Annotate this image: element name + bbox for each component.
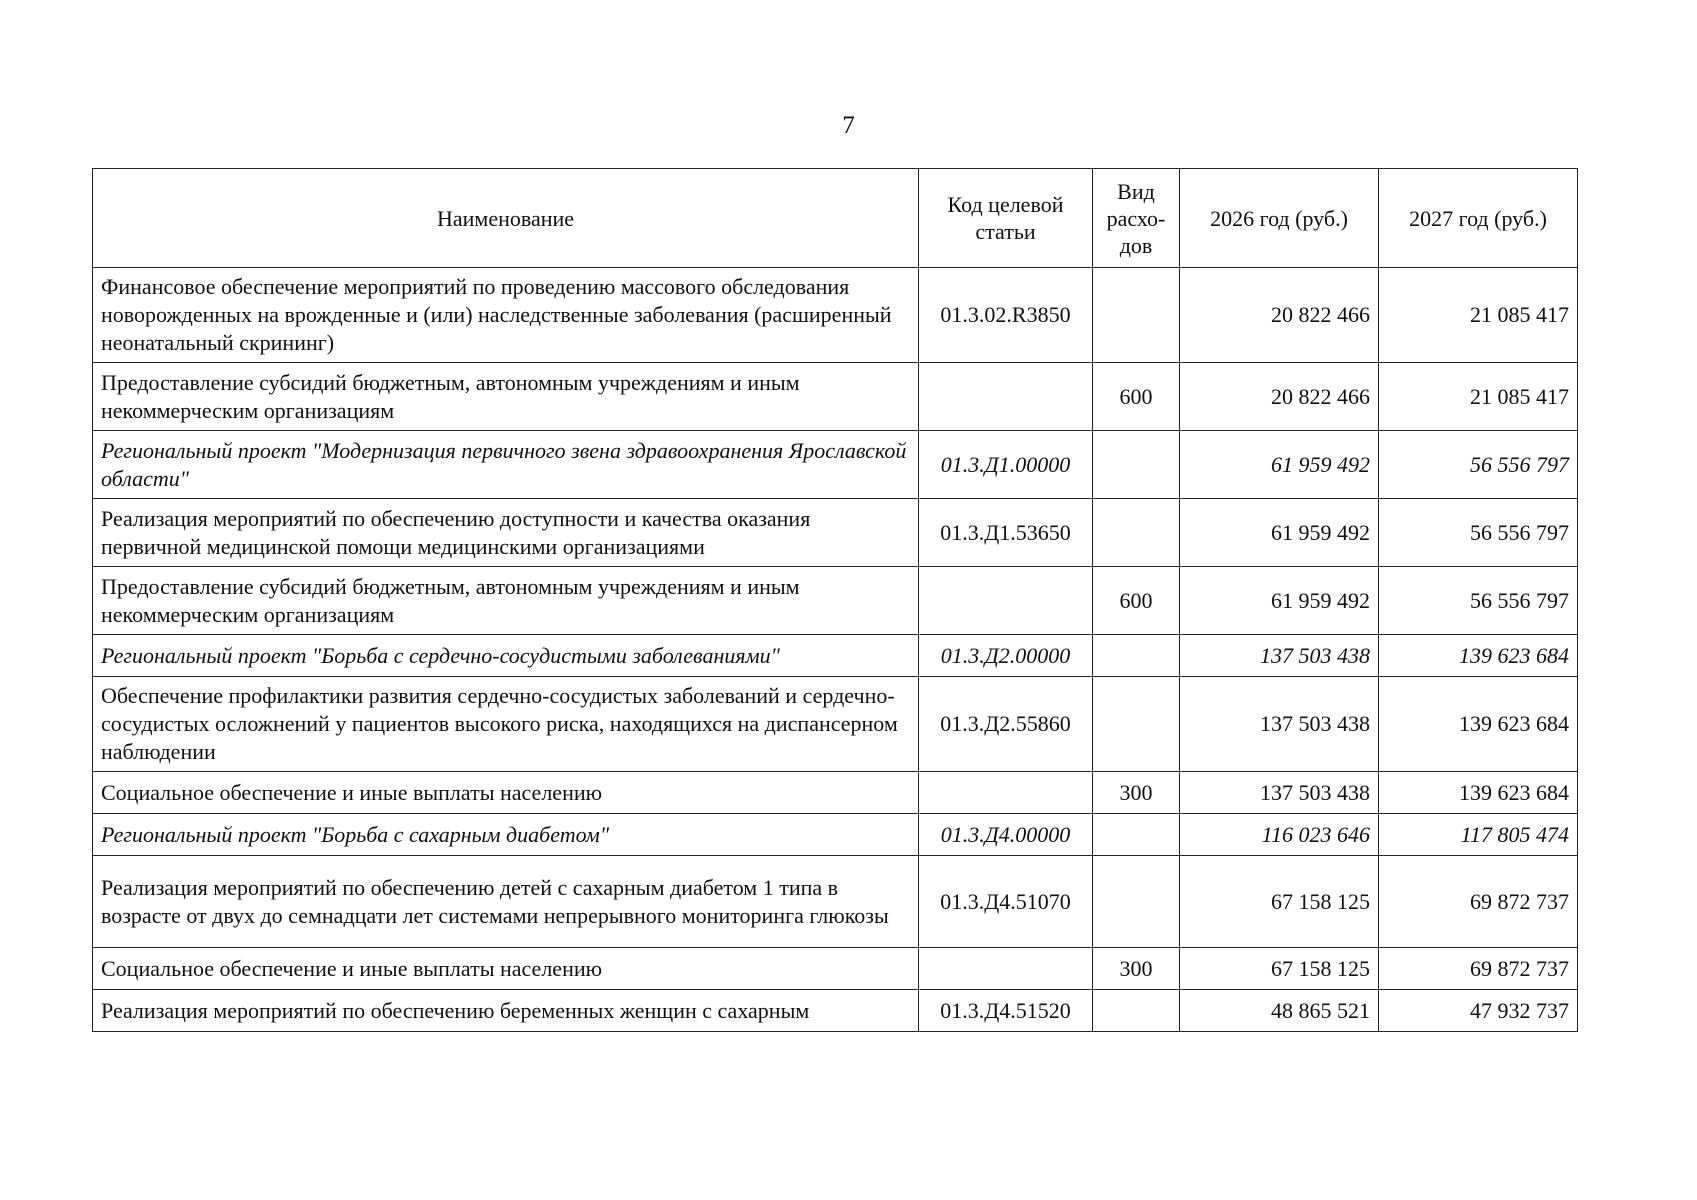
- row-2026-cell: 67 158 125: [1180, 948, 1379, 990]
- row-code-cell: 01.3.Д4.00000: [919, 814, 1093, 856]
- row-name-cell: Предоставление субсидий бюджетным, автономным учреждениям и иным некоммерческим организациям: [93, 567, 919, 635]
- table-body: [93, 268, 1578, 1032]
- row-code-cell: 01.3.Д2.55860: [919, 677, 1093, 772]
- row-2026-cell: 61 959 492: [1180, 431, 1379, 499]
- row-2026-cell: 61 959 492: [1180, 567, 1379, 635]
- row-name-cell: Региональный проект "Борьба с сахарным диабетом": [93, 814, 919, 856]
- table-row: [93, 948, 1578, 990]
- row-2026-cell: 116 023 646: [1180, 814, 1379, 856]
- row-code-cell: [919, 772, 1093, 814]
- row-type-cell: 600: [1093, 363, 1180, 431]
- row-code-cell: [919, 363, 1093, 431]
- row-2027-cell: 139 623 684: [1379, 772, 1578, 814]
- row-2026-cell: 137 503 438: [1180, 677, 1379, 772]
- row-2027-cell: 139 623 684: [1379, 635, 1578, 677]
- table-row: [93, 635, 1578, 677]
- table-row: [93, 431, 1578, 499]
- row-code-cell: 01.3.Д2.00000: [919, 635, 1093, 677]
- row-name-cell: Финансовое обеспечение мероприятий по проведению массового обследования новорожденных на врожденные и (или) наследственные заболевания (расширенный неонатальный скрининг): [93, 268, 919, 363]
- row-2027-cell: 139 623 684: [1379, 677, 1578, 772]
- row-code-cell: 01.3.02.R3850: [919, 268, 1093, 363]
- table-row: [93, 499, 1578, 567]
- row-type-cell: 300: [1093, 948, 1180, 990]
- row-code-cell: [919, 567, 1093, 635]
- table-row: [93, 567, 1578, 635]
- row-2026-cell: 20 822 466: [1180, 363, 1379, 431]
- header-code: Код целевой статьи: [919, 169, 1093, 268]
- row-2026-cell: 67 158 125: [1180, 856, 1379, 948]
- table-row: [93, 363, 1578, 431]
- row-2027-cell: 117 805 474: [1379, 814, 1578, 856]
- table-row: [93, 772, 1578, 814]
- row-2026-cell: 20 822 466: [1180, 268, 1379, 363]
- row-2026-cell: 137 503 438: [1180, 772, 1379, 814]
- row-type-cell: [1093, 499, 1180, 567]
- table-row: [93, 990, 1578, 1032]
- row-name-cell: Социальное обеспечение и иные выплаты населению: [93, 948, 919, 990]
- header-type: Вид расхо-дов: [1093, 169, 1180, 268]
- row-code-cell: 01.3.Д4.51070: [919, 856, 1093, 948]
- row-2027-cell: 56 556 797: [1379, 431, 1578, 499]
- row-2026-cell: 137 503 438: [1180, 635, 1379, 677]
- row-name-cell: Социальное обеспечение и иные выплаты населению: [93, 772, 919, 814]
- row-name-cell: Региональный проект "Модернизация первичного звена здравоохранения Ярославской области": [93, 431, 919, 499]
- row-name-cell: Региональный проект "Борьба с сердечно-сосудистыми заболеваниями": [93, 635, 919, 677]
- table-row: [93, 814, 1578, 856]
- row-2027-cell: 56 556 797: [1379, 499, 1578, 567]
- row-code-cell: 01.3.Д1.00000: [919, 431, 1093, 499]
- table-row: [93, 268, 1578, 363]
- header-2026: 2026 год (руб.): [1180, 169, 1379, 268]
- row-type-cell: [1093, 814, 1180, 856]
- row-name-cell: Обеспечение профилактики развития сердечно-сосудистых заболеваний и сердечно-сосудистых осложнений у пациентов высокого риска, находящихся на диспансерном наблюдении: [93, 677, 919, 772]
- row-type-cell: [1093, 268, 1180, 363]
- row-name-cell: Реализация мероприятий по обеспечению доступности и качества оказания первичной медицинской помощи медицинскими организациями: [93, 499, 919, 567]
- row-type-cell: [1093, 856, 1180, 948]
- table-row: [93, 856, 1578, 948]
- row-2027-cell: 69 872 737: [1379, 948, 1578, 990]
- row-code-cell: [919, 948, 1093, 990]
- row-name-cell: Реализация мероприятий по обеспечению беременных женщин с сахарным: [93, 990, 919, 1032]
- row-type-cell: [1093, 635, 1180, 677]
- row-2026-cell: 61 959 492: [1180, 499, 1379, 567]
- row-2027-cell: 47 932 737: [1379, 990, 1578, 1032]
- row-code-cell: 01.3.Д4.51520: [919, 990, 1093, 1032]
- row-name-cell: Предоставление субсидий бюджетным, автономным учреждениям и иным некоммерческим организациям: [93, 363, 919, 431]
- page-number: 7: [842, 112, 855, 139]
- row-2027-cell: 21 085 417: [1379, 268, 1578, 363]
- row-2027-cell: 56 556 797: [1379, 567, 1578, 635]
- row-type-cell: [1093, 431, 1180, 499]
- row-2026-cell: 48 865 521: [1180, 990, 1379, 1032]
- row-type-cell: 600: [1093, 567, 1180, 635]
- header-2027: 2027 год (руб.): [1379, 169, 1578, 268]
- row-2027-cell: 69 872 737: [1379, 856, 1578, 948]
- header-name: Наименование: [93, 169, 919, 268]
- budget-table: [92, 168, 1578, 1032]
- row-type-cell: 300: [1093, 772, 1180, 814]
- table-row: [93, 677, 1578, 772]
- row-2027-cell: 21 085 417: [1379, 363, 1578, 431]
- row-type-cell: [1093, 990, 1180, 1032]
- row-name-cell: Реализация мероприятий по обеспечению детей с сахарным диабетом 1 типа в возрасте от двух до семнадцати лет системами непрерывного мониторинга глюкозы: [93, 856, 919, 948]
- row-code-cell: 01.3.Д1.53650: [919, 499, 1093, 567]
- row-type-cell: [1093, 677, 1180, 772]
- table-header-row: [93, 169, 1578, 268]
